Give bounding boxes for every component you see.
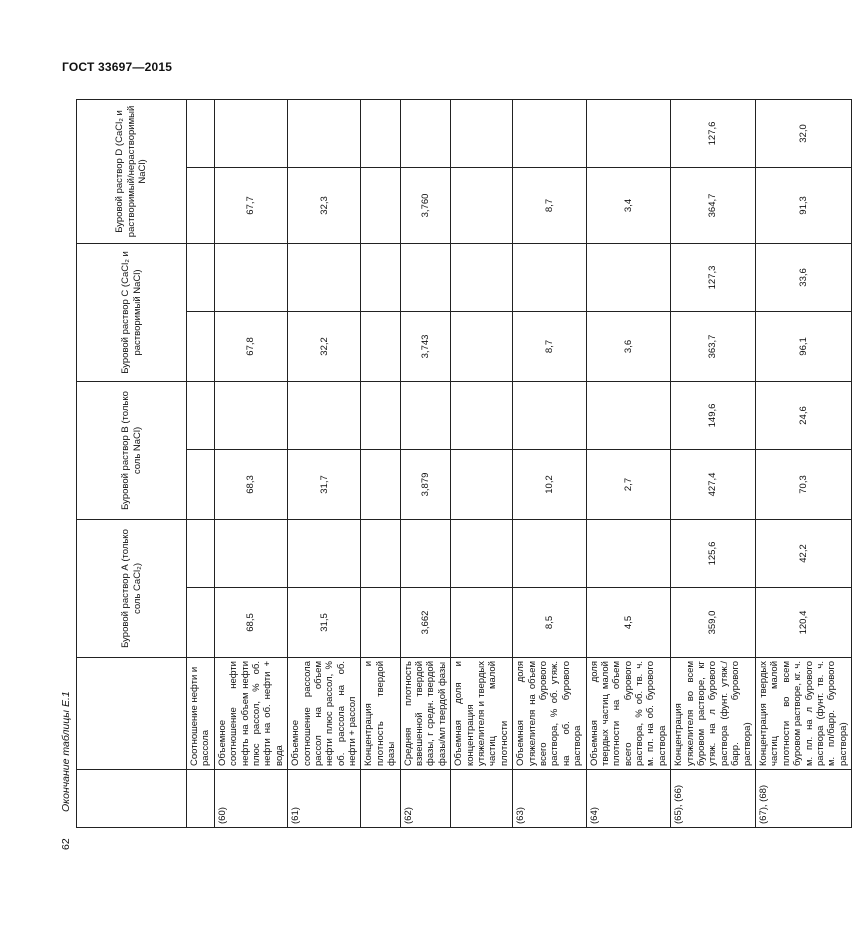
row-code: (63) xyxy=(513,770,586,828)
value-fluid-a-1 xyxy=(451,588,513,658)
row-description: Концентрация твердых частиц малой плотности во всем буровом растворе, кг. ч. м. пл. на л бурового раствора (фунт. тв. ч. м. пл/барр. бурового раствора) xyxy=(755,658,851,770)
value-fluid-c-2 xyxy=(513,243,586,311)
row-description: Объемное соотношение нефти нефть на объем нефти плюс рассол, % об. нефти на об. нефти + вода xyxy=(214,658,287,770)
value-fluid-b-2: 24,6 xyxy=(755,381,851,449)
row-code: (67), (68) xyxy=(755,770,851,828)
value-fluid-a-2 xyxy=(214,519,287,587)
value-fluid-d-1 xyxy=(451,167,513,243)
value-fluid-a-2 xyxy=(451,519,513,587)
header-empty-code xyxy=(77,770,187,828)
header-fluid-b: Буровой раствор В (только соль NaCl) xyxy=(77,381,187,519)
value-fluid-b-1: 68,3 xyxy=(214,449,287,519)
value-fluid-a-1: 120,4 xyxy=(755,588,851,658)
row-code xyxy=(361,770,400,828)
value-fluid-b-2 xyxy=(513,381,586,449)
table-row xyxy=(755,99,851,827)
section-title: Соотношение нефти и рассола xyxy=(187,658,215,770)
row-code: (60) xyxy=(214,770,287,828)
value-fluid-d-2: 127,6 xyxy=(671,99,756,167)
value-fluid-d-1: 32,3 xyxy=(288,167,361,243)
header-fluid-c: Буровой раствор С (CaCl₂ и растворимый NaCl) xyxy=(77,243,187,381)
value-fluid-b-2 xyxy=(451,381,513,449)
section-cell xyxy=(187,167,215,243)
row-description: Концентрация и плотность твердой фазы xyxy=(361,658,400,770)
rotated-table-block xyxy=(56,105,849,850)
value-fluid-d-2 xyxy=(451,99,513,167)
value-fluid-b-1: 10,2 xyxy=(513,449,586,519)
value-fluid-c-2: 33,6 xyxy=(755,243,851,311)
row-description: Объемная доля твердых частиц малой плотности на объем всего бурового раствора, % об. тв. ч. м. пл. на об. бурового раствора xyxy=(586,658,671,770)
row-description: Объемное соотношение рассола рассол на объем нефти плюс рассол, % об. рассола на об. нефти + рассол xyxy=(288,658,361,770)
section-cell xyxy=(187,588,215,658)
value-fluid-d-1: 3,760 xyxy=(400,167,451,243)
table-row xyxy=(671,99,756,827)
table-row xyxy=(400,99,451,827)
value-fluid-b-2 xyxy=(361,381,400,449)
value-fluid-a-2 xyxy=(586,519,671,587)
page-number: 62 xyxy=(60,838,72,850)
value-fluid-a-1 xyxy=(361,588,400,658)
value-fluid-d-1 xyxy=(361,167,400,243)
value-fluid-c-1: 96,1 xyxy=(755,311,851,381)
table-row xyxy=(288,99,361,827)
value-fluid-c-2: 127,3 xyxy=(671,243,756,311)
value-fluid-b-1: 70,3 xyxy=(755,449,851,519)
data-table xyxy=(76,99,852,828)
value-fluid-b-1 xyxy=(451,449,513,519)
value-fluid-c-2 xyxy=(586,243,671,311)
row-code: (62) xyxy=(400,770,451,828)
value-fluid-a-2 xyxy=(288,519,361,587)
row-code: (64) xyxy=(586,770,671,828)
value-fluid-d-1: 3,4 xyxy=(586,167,671,243)
value-fluid-b-1: 427,4 xyxy=(671,449,756,519)
table-section-row xyxy=(187,99,215,827)
value-fluid-d-1: 8,7 xyxy=(513,167,586,243)
section-cell xyxy=(187,449,215,519)
value-fluid-d-1: 364,7 xyxy=(671,167,756,243)
value-fluid-c-1: 67,8 xyxy=(214,311,287,381)
value-fluid-b-1: 31,7 xyxy=(288,449,361,519)
table-row xyxy=(513,99,586,827)
value-fluid-a-2: 42,2 xyxy=(755,519,851,587)
value-fluid-c-1 xyxy=(451,311,513,381)
row-description: Средняя плотность взвешенной твердой фазы, г средн. твердой фазы/мл твердой фазы xyxy=(400,658,451,770)
row-code xyxy=(451,770,513,828)
value-fluid-c-2 xyxy=(451,243,513,311)
value-fluid-c-2 xyxy=(400,243,451,311)
value-fluid-c-1: 8,7 xyxy=(513,311,586,381)
value-fluid-d-2 xyxy=(586,99,671,167)
table-body xyxy=(214,99,851,827)
value-fluid-c-2 xyxy=(214,243,287,311)
value-fluid-c-1 xyxy=(361,311,400,381)
row-description: Объемная доля и концентрация утяжелителя и твердых частиц малой плотности xyxy=(451,658,513,770)
value-fluid-b-2 xyxy=(586,381,671,449)
value-fluid-a-1: 3,662 xyxy=(400,588,451,658)
value-fluid-a-1: 359,0 xyxy=(671,588,756,658)
value-fluid-b-1: 3,879 xyxy=(400,449,451,519)
header-fluid-d: Буровой раствор D (CaCl₂ и растворимый/нерастворимый NaCl) xyxy=(77,99,187,243)
value-fluid-a-1: 31,5 xyxy=(288,588,361,658)
section-cell xyxy=(187,99,215,167)
value-fluid-b-2 xyxy=(214,381,287,449)
value-fluid-d-1: 67,7 xyxy=(214,167,287,243)
header-empty-desc xyxy=(77,658,187,770)
value-fluid-c-2 xyxy=(288,243,361,311)
row-code: (65), (66) xyxy=(671,770,756,828)
table-row xyxy=(451,99,513,827)
value-fluid-a-1: 8,5 xyxy=(513,588,586,658)
row-description: Концентрация утяжелителя во всем буровом растворе, кг утяж. на л бурового раствора (фунт. утяж./барр. бурового раствора) xyxy=(671,658,756,770)
table-caption: Окончание таблицы Е.1 xyxy=(60,691,72,812)
header-fluid-a: Буровой раствор А (только соль CaCl₂) xyxy=(77,519,187,657)
section-cell xyxy=(187,243,215,311)
value-fluid-c-2 xyxy=(361,243,400,311)
value-fluid-d-1: 91,3 xyxy=(755,167,851,243)
section-cell xyxy=(187,311,215,381)
table-row xyxy=(361,99,400,827)
section-empty-code xyxy=(187,770,215,828)
value-fluid-d-2: 32,0 xyxy=(755,99,851,167)
value-fluid-a-2: 125,6 xyxy=(671,519,756,587)
value-fluid-a-1: 68,5 xyxy=(214,588,287,658)
value-fluid-b-2: 149,6 xyxy=(671,381,756,449)
value-fluid-c-1: 3,6 xyxy=(586,311,671,381)
table-row xyxy=(214,99,287,827)
value-fluid-a-1: 4,5 xyxy=(586,588,671,658)
table-row xyxy=(586,99,671,827)
standard-header: ГОСТ 33697—2015 xyxy=(62,60,173,74)
value-fluid-b-1 xyxy=(361,449,400,519)
value-fluid-a-2 xyxy=(361,519,400,587)
value-fluid-b-2 xyxy=(400,381,451,449)
value-fluid-b-1: 2,7 xyxy=(586,449,671,519)
value-fluid-a-2 xyxy=(513,519,586,587)
value-fluid-d-2 xyxy=(513,99,586,167)
value-fluid-c-1: 32,2 xyxy=(288,311,361,381)
value-fluid-b-2 xyxy=(288,381,361,449)
value-fluid-d-2 xyxy=(400,99,451,167)
value-fluid-d-2 xyxy=(214,99,287,167)
value-fluid-a-2 xyxy=(400,519,451,587)
value-fluid-d-2 xyxy=(288,99,361,167)
section-cell xyxy=(187,519,215,587)
value-fluid-d-2 xyxy=(361,99,400,167)
row-description: Объемная доля утяжелителя на объем всего бурового раствора, % об. утяж. на об. бурового раствора xyxy=(513,658,586,770)
row-code: (61) xyxy=(288,770,361,828)
table-header-row xyxy=(77,99,187,827)
value-fluid-c-1: 363,7 xyxy=(671,311,756,381)
section-cell xyxy=(187,381,215,449)
value-fluid-c-1: 3,743 xyxy=(400,311,451,381)
